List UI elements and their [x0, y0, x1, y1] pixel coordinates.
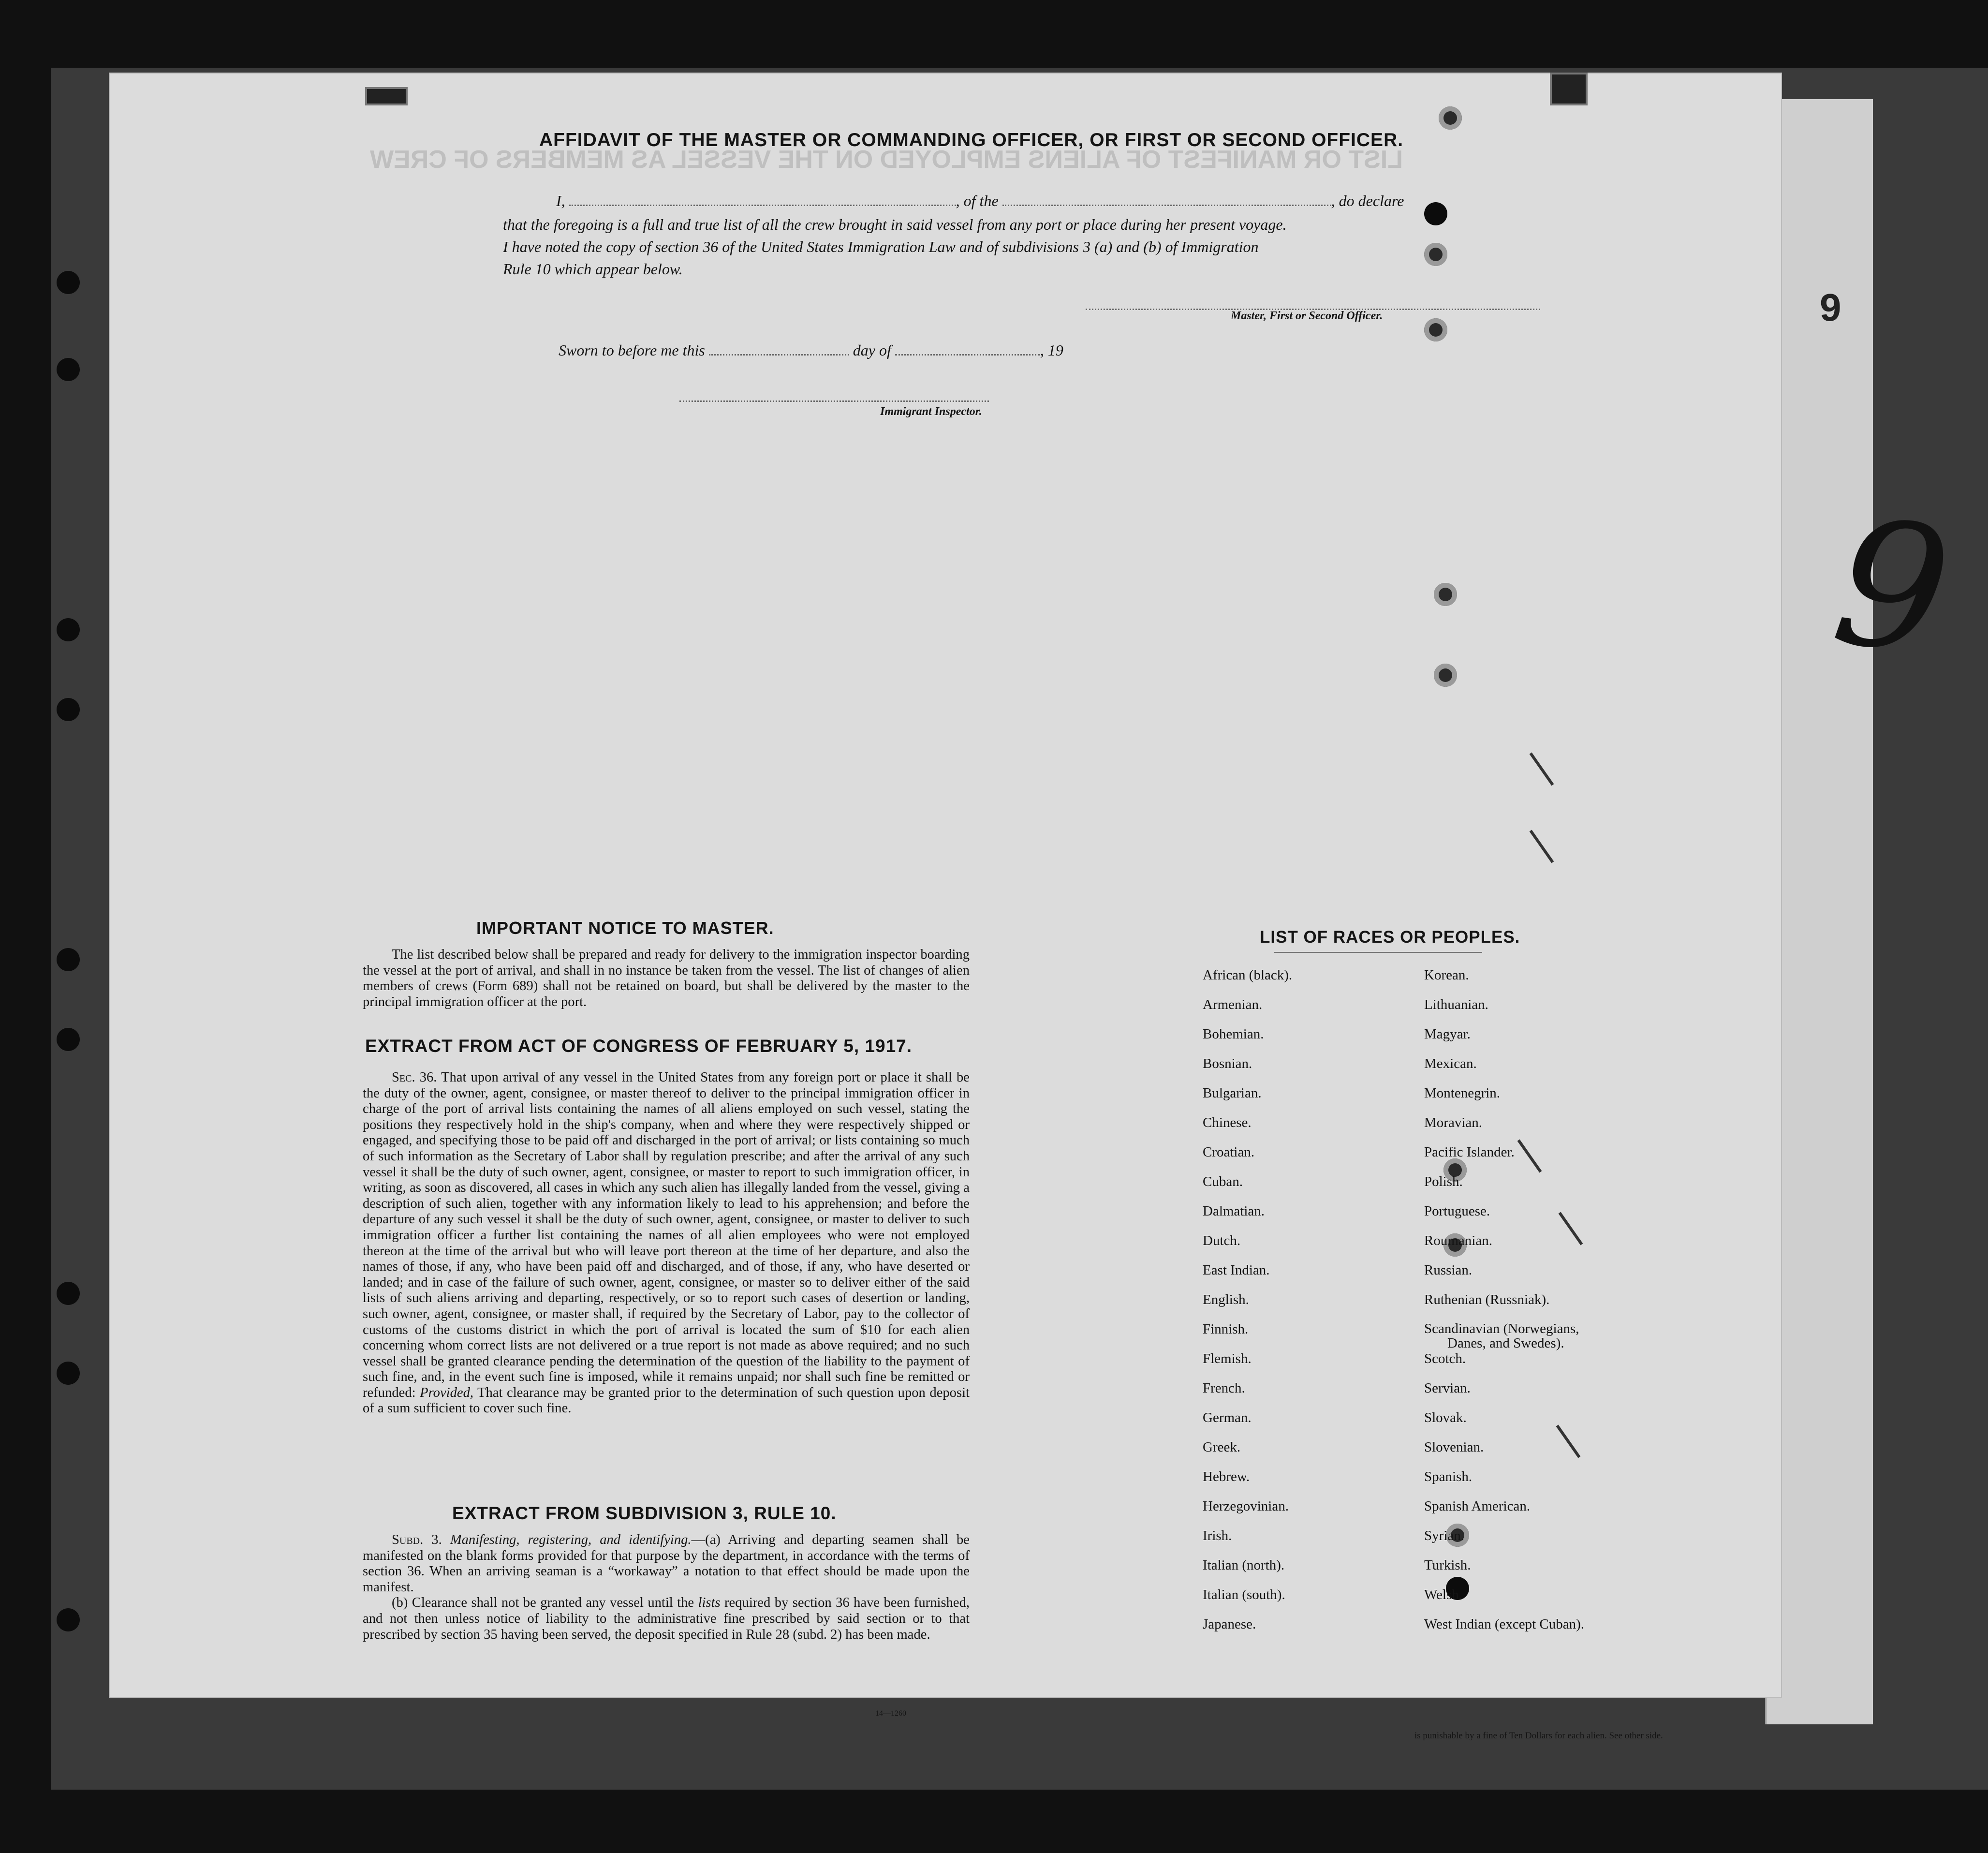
sworn-day: day of [853, 341, 891, 359]
races-column-2 [1424, 967, 1584, 1646]
extract-rule-para-a: —(a) Arriving and departing seamen shall be manifested on the blank forms provided for that purpose by the department, in accordance with the terms of section 36. When an arriving seaman is a “workaway” a notation to that effect should be made upon the manifest. [363, 1532, 970, 1595]
affidavit-declare: , do declare [1331, 192, 1404, 209]
race-item: Russian. [1424, 1262, 1473, 1278]
affidavit-line-2: that the foregoing is a full and true list of all the crew brought in said vessel from any port or place during her present voyage. [503, 216, 1287, 233]
race-item: Irish. [1203, 1528, 1232, 1543]
punch-hole [1424, 243, 1447, 266]
race-item: Portuguese. [1424, 1203, 1490, 1219]
race-item-line: Scandinavian (Norwegians, [1424, 1321, 1579, 1336]
affidavit-i: I, [556, 192, 565, 209]
race-item: Flemish. [1203, 1351, 1252, 1366]
manifest-page [109, 73, 1782, 1741]
extract-rule-subd: Subd. 3. [392, 1532, 442, 1547]
binder-hole [57, 698, 80, 721]
extract-act-text: That upon arrival of any vessel in the United States from any foreign port or place it shall be the duty of the owner, agent, consignee, or master thereof to deliver to the principal immigration officer in charge of the port of arrival lists containing the names of all aliens employed on such vessel, stating the positions they respectively hold in the ship's company, when and where they were respectively shipped or engaged, and specifying those to be paid off and discharged in the port of arrival; or lists containing so much of such information as the Secretary of Labor shall by regulation prescribe; and after the arrival of any such vessel it shall be the duty of such owner, agent, consignee, or master to report to such immigration officer, in writing, as soon as discovered, all cases in which any such alien has illegally landed from the vessel, giving a description of such alien, together with any information likely to lead to his apprehension; and before the departure of any such vessel it shall be the duty of such owner, agent, consignee, or master to deliver to such immigration officer a further list containing the names of all alien employees who were not employed thereon at the time of the arrival but who will leave port thereon at the time of her departure, and also the names of those, if any, who have been paid off and discharged, and of those, if any, who have deserted or landed; and in case of the failure of such owner, agent, consignee, or master so to deliver either of the said lists of such aliens arriving and departing, respectively, or so to report such cases of desertion or landing, such owner, agent, consignee, or master shall, if required by the Secretary of Labor, pay to the collector of customs of the customs district in which the port of arrival is located the sum of $10 for each alien concerning whom correct lists are not delivered or a true report is not made as above required; and no such vessel shall be granted clearance pending the determination of the question of the liability to the payment of such fine, and, in the event such fine is imposed, while it remains unpaid; nor shall such fine be remitted or refunded: [363, 1070, 970, 1400]
extract-act-provided: Provided, [420, 1385, 474, 1400]
inspector-label: Immigrant Inspector. [880, 405, 982, 418]
race-item: Croatian. [1203, 1144, 1255, 1160]
binder-hole [57, 1028, 80, 1051]
race-item: Armenian. [1203, 997, 1263, 1012]
binder-hole [57, 948, 80, 971]
binder-hole [57, 271, 80, 294]
vessel-blank[interactable] [1002, 196, 1331, 206]
affidavit-of-the: , of the [956, 192, 999, 209]
race-item: Herzegovinian. [1203, 1498, 1289, 1514]
notice-text: The list described below shall be prepared and ready for delivery to the immigration inspector boarding the vessel at the port of arrival, and shall in no instance be taken from the vessel. The list of changes of alien members of crews (Form 689) shall not be retained on board, but shall be delivered by the master to the principal immigration officer at the port. [363, 947, 970, 1009]
race-item: Dalmatian. [1203, 1203, 1265, 1219]
extract-act-title: EXTRACT FROM ACT OF CONGRESS OF FEBRUARY 5, 1917. [365, 1036, 913, 1056]
race-item: Finnish. [1203, 1321, 1249, 1337]
punch-hole [1434, 664, 1457, 687]
race-item: Roumanian. [1424, 1233, 1492, 1248]
race-item: Bohemian. [1203, 1026, 1264, 1042]
notice-body [363, 947, 970, 1010]
race-item: Dutch. [1203, 1233, 1241, 1248]
race-item: German. [1203, 1410, 1252, 1425]
extract-rule-para-b-prefix: (b) Clearance shall not be granted any vessel until the [392, 1595, 694, 1611]
affidavit-line-4: Rule 10 which appear below. [503, 260, 683, 278]
race-item: Korean. [1424, 967, 1469, 983]
footer-note: is punishable by a fine of Ten Dollars for each alien. See other side. [1414, 1731, 1663, 1741]
handwritten-number: 9 [1823, 479, 1961, 696]
sworn-line [559, 341, 1063, 359]
race-item: Slovak. [1424, 1410, 1467, 1425]
race-item: English. [1203, 1292, 1249, 1307]
punch-hole [1434, 583, 1457, 606]
extract-rule-heading: Manifesting, registering, and identifying. [450, 1532, 692, 1547]
race-item: French. [1203, 1380, 1245, 1396]
race-item: Hebrew. [1203, 1469, 1250, 1484]
race-item: Greek. [1203, 1439, 1241, 1455]
binder-hole [57, 358, 80, 381]
binder-clip-right [1550, 73, 1588, 105]
binder-hole [57, 1282, 80, 1305]
punch-hole [1439, 106, 1462, 130]
binder-hole [57, 1608, 80, 1631]
race-item-line: Danes, and Swedes). [1447, 1335, 1564, 1351]
race-item: Spanish American. [1424, 1498, 1531, 1514]
race-item: Montenegrin. [1424, 1085, 1501, 1101]
race-item: Polish. [1424, 1174, 1463, 1189]
race-item: Magyar. [1424, 1026, 1471, 1042]
punch-hole [1424, 202, 1447, 225]
race-item: Welsh. [1424, 1587, 1463, 1602]
form-code: 14—1260 [875, 1709, 906, 1718]
tab-number: 9 [1820, 286, 1841, 329]
binder-clip-left [365, 87, 408, 105]
race-item: Lithuanian. [1424, 997, 1488, 1012]
extract-rule-para-b-lists: lists [698, 1595, 721, 1611]
extract-act-body [363, 1070, 970, 1417]
sworn-month-blank[interactable] [895, 345, 1040, 356]
extract-act-section: Sec. 36. [392, 1070, 437, 1085]
binder-hole [57, 1362, 80, 1385]
affidavit-title: AFFIDAVIT OF THE MASTER OR COMMANDING OFFICER, OR FIRST OR SECOND OFFICER. [539, 130, 1404, 150]
pencil-tick [1530, 830, 1554, 863]
races-column-1 [1203, 967, 1292, 1646]
race-item: Syrian. [1424, 1528, 1464, 1543]
notice-title: IMPORTANT NOTICE TO MASTER. [476, 918, 774, 938]
extract-rule-para-b: required by section 36 have been furnished, and not then unless notice of liability to the administrative fine prescribed by said section or to that prescribed by section 35 having been served, the deposit specified in Rule 28 (subd. 2) has been made. [363, 1595, 970, 1642]
signature-line[interactable] [1086, 300, 1540, 310]
race-item: Moravian. [1424, 1115, 1482, 1130]
extract-act-text-end: That clearance may be granted prior to the determination of such question upon deposit of a sum sufficient to cover such fine. [363, 1385, 970, 1416]
binder-hole [57, 618, 80, 641]
bleed-through-heading: LIST OR MANIFEST OF ALIENS EMPLOYED ON THE VESSEL AS MEMBERS OF CREW [370, 146, 1403, 174]
race-item: East Indian. [1203, 1262, 1270, 1278]
inspector-line[interactable] [679, 392, 989, 402]
signature-label: Master, First or Second Officer. [1231, 310, 1383, 322]
extract-rule-body [363, 1532, 970, 1643]
race-item: Spanish. [1424, 1469, 1473, 1484]
race-item: Pacific Islander. [1424, 1144, 1515, 1160]
race-item: Bulgarian. [1203, 1085, 1262, 1101]
affidavit-line-1 [556, 192, 1404, 210]
name-blank[interactable] [569, 196, 956, 206]
sworn-year: , 19 [1040, 341, 1063, 359]
pencil-tick [1530, 753, 1554, 786]
race-item: Slovenian. [1424, 1439, 1484, 1455]
race-item: Italian (north). [1203, 1557, 1285, 1573]
race-item: Cuban. [1203, 1174, 1243, 1189]
race-item: Mexican. [1424, 1056, 1477, 1071]
extract-rule-title: EXTRACT FROM SUBDIVISION 3, RULE 10. [452, 1503, 837, 1523]
race-item: Scotch. [1424, 1351, 1466, 1366]
sworn-date-blank[interactable] [709, 345, 849, 356]
race-item: African (black). [1203, 967, 1293, 983]
affidavit-line-3: I have noted the copy of section 36 of the United States Immigration Law and of subdivisions 3 (a) and (b) of Immigration [503, 238, 1259, 255]
race-item: Servian. [1424, 1380, 1471, 1396]
race-item: Turkish. [1424, 1557, 1471, 1573]
race-item [1424, 1321, 1584, 1351]
race-item: Italian (south). [1203, 1587, 1285, 1602]
punch-hole [1424, 318, 1447, 341]
race-item: Ruthenian (Russniak). [1424, 1292, 1550, 1307]
race-item: Bosnian. [1203, 1056, 1252, 1071]
races-title-rule [1274, 952, 1482, 953]
race-item: Chinese. [1203, 1115, 1252, 1130]
sworn-prefix: Sworn to before me this [559, 341, 705, 359]
races-title: LIST OF RACES OR PEOPLES. [1260, 928, 1520, 947]
race-item: West Indian (except Cuban). [1424, 1616, 1585, 1632]
race-item: Japanese. [1203, 1616, 1256, 1632]
